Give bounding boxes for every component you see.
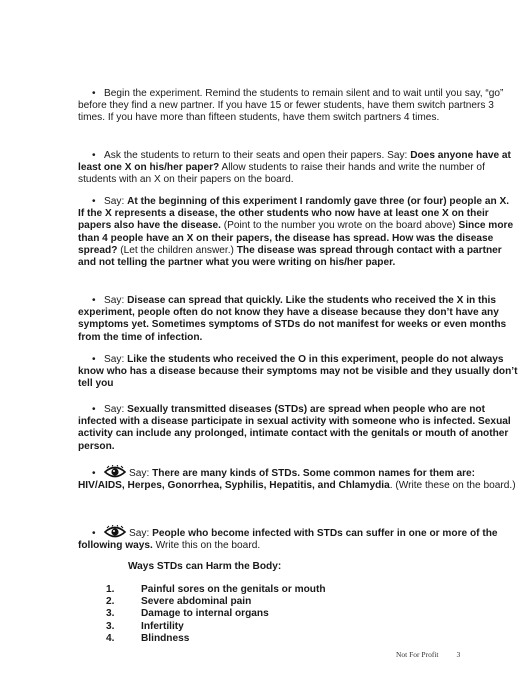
- ways-list: [106, 584, 326, 645]
- list-text: Severe abdominal pain: [141, 596, 252, 608]
- instruction-text: Write this on the board.: [152, 540, 261, 552]
- bullet: •: [92, 88, 96, 99]
- paragraph-harm-ways: [78, 525, 518, 552]
- ways-title: Ways STDs can Harm the Body:: [128, 561, 282, 572]
- instruction-text: . (Write these on the board.): [389, 480, 516, 492]
- list-text: Infertility: [141, 620, 184, 632]
- bullet: •: [92, 196, 96, 207]
- paragraph-received-o: [78, 354, 518, 391]
- bullet: •: [92, 468, 96, 479]
- bullet: •: [92, 404, 96, 415]
- list-text: Painful sores on the genitals or mouth: [141, 584, 326, 595]
- paragraph-return-to-seats: [78, 150, 518, 187]
- list-item: [106, 608, 326, 620]
- spoken-text: Like the students who received the O in this experiment, people do not always know who has a disease because their symptoms may not be visible and they usually don’t tell you: [78, 354, 518, 390]
- say-label: Say:: [129, 528, 153, 539]
- spoken-text: Disease can spread that quickly. Like the students who received the X in this experiment, people often do not know they have a disease because they don’t have any symptoms yet. Sometimes symptoms of STDs do not manifest for weeks or even months from the time of infection.: [78, 295, 507, 343]
- paragraph-stds-spread: [78, 404, 518, 453]
- page-number: 3: [456, 650, 461, 659]
- spoken-text: Sexually transmitted diseases (STDs) are spread when people who are not infected with a disease participate in sexual activity with someone who is infected. Sexual activity can include any prolonged, intimate contact with the genitals or mouth of another person.: [78, 404, 511, 452]
- say-label: Say:: [104, 404, 128, 415]
- instruction-text: Ask the students to return to their seats and open their papers. Say:: [104, 150, 411, 161]
- paragraph-begin-experiment: [78, 88, 518, 125]
- list-item: [106, 596, 326, 608]
- eye-icon: [104, 465, 126, 479]
- list-number: 3.: [106, 620, 115, 632]
- spoken-text: There are many kinds of STDs. Some common names for them are: HIV/AIDS, Herpes, Gonorrhea, Syphilis, Hepatitis, and Chlamydia: [78, 468, 476, 492]
- eye-icon: [104, 525, 126, 539]
- bullet: •: [92, 354, 96, 365]
- instruction-text: Allow students to raise their hands and write the number of students with an X on their papers on the board.: [78, 162, 485, 186]
- list-number: 3.: [106, 608, 115, 620]
- instruction-text: (Point to the number you wrote on the board above): [220, 220, 459, 232]
- list-text: Damage to internal organs: [141, 608, 269, 620]
- list-item: [106, 584, 326, 596]
- spoken-text: Does anyone have at least one X on his/her paper?: [78, 150, 511, 174]
- bullet: •: [92, 528, 96, 539]
- say-label: Say:: [104, 295, 128, 306]
- spoken-text: People who become infected with STDs can suffer in one or more of the following ways.: [78, 528, 498, 552]
- say-label: Say:: [129, 468, 153, 479]
- footer-label: Not For Profit: [396, 650, 439, 659]
- instruction-text: (Let the children answer.): [117, 244, 237, 256]
- paragraph-kinds-of-stds: [78, 465, 518, 492]
- paragraph-text: Begin the experiment. Remind the students to remain silent and to wait until you say, “go” before they find a new partner. If you have 15 or fewer students, have them switch partners 3 times. If you have more than fifteen students, have them switch partners 4 times.: [78, 88, 504, 124]
- page-footer: [396, 649, 460, 661]
- bullet: •: [92, 150, 96, 161]
- list-item: [106, 633, 326, 645]
- spoken-text: The disease was spread through contact with a partner and not telling the partner what you were writing on his/her paper.: [78, 244, 502, 269]
- spoken-text: At the beginning of this experiment I randomly gave three (or four) people an X. If the X represents a disease, the other students who now have at least one X on their papers also have the disease.: [78, 196, 510, 232]
- say-label: Say:: [104, 196, 128, 207]
- spoken-text: Since more than 4 people have an X on their papers, the disease has spread. How was the disease spread?: [78, 220, 514, 256]
- paragraph-disease-spread: [78, 295, 518, 344]
- list-number: 2.: [106, 596, 115, 608]
- list-text: Blindness: [141, 632, 190, 644]
- paragraph-beginning-experiment: [78, 196, 518, 269]
- list-item: [106, 621, 326, 633]
- list-number: 4.: [106, 632, 115, 644]
- bullet: •: [92, 295, 96, 306]
- list-number: 1.: [106, 584, 115, 595]
- say-label: Say:: [104, 354, 128, 365]
